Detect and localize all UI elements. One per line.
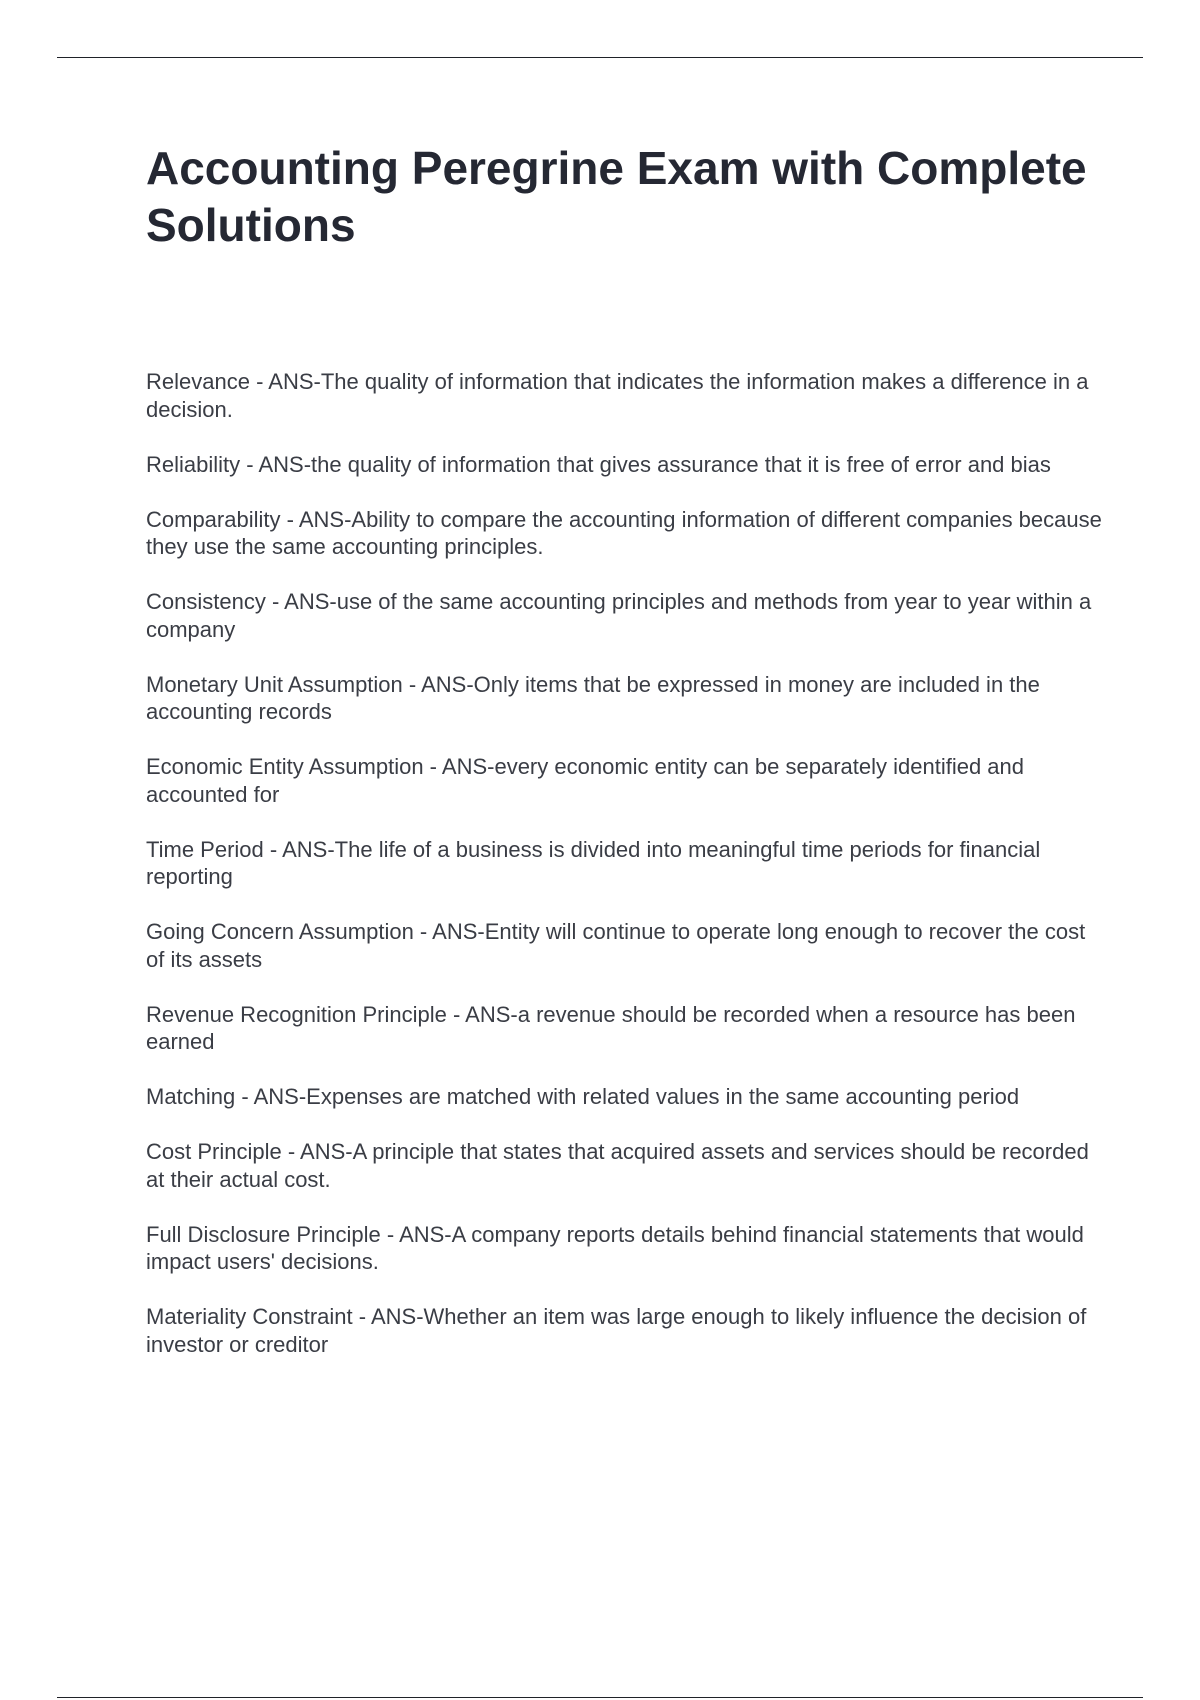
qa-item-economic-entity: Economic Entity Assumption - ANS-every economic entity can be separately identified and accounted for <box>146 754 1025 807</box>
qa-item-consistency: Consistency - ANS-use of the same accounting principles and methods from year to year within a company <box>146 589 1092 642</box>
qa-item-full-disclosure: Full Disclosure Principle - ANS-A company reports details behind financial statements that would impact users' decisions. <box>146 1221 1084 1274</box>
top-divider <box>57 57 1143 58</box>
qa-item-reliability: Reliability - ANS-the quality of information that gives assurance that it is free of error and bias <box>146 451 1051 477</box>
qa-item-revenue-recognition: Revenue Recognition Principle - ANS-a revenue should be recorded when a resource has been earned <box>146 1001 1076 1054</box>
qa-item-going-concern: Going Concern Assumption - ANS-Entity will continue to operate long enough to recover the cost of its assets <box>146 919 1086 972</box>
qa-item-relevance: Relevance - ANS-The quality of information that indicates the information makes a difference in a decision. <box>146 369 1089 422</box>
qa-item-materiality: Materiality Constraint - ANS-Whether an item was large enough to likely influence the decision of investor or creditor <box>146 1304 1087 1357</box>
qa-item-monetary-unit: Monetary Unit Assumption - ANS-Only items that be expressed in money are included in the accounting records <box>146 671 1040 724</box>
qa-item-time-period: Time Period - ANS-The life of a business is divided into meaningful time periods for financial reporting <box>146 836 1041 889</box>
qa-list <box>146 368 1106 1386</box>
qa-item-cost-principle: Cost Principle - ANS-A principle that states that acquired assets and services should be recorded at their actual cost. <box>146 1139 1089 1192</box>
document-title: Accounting Peregrine Exam with Complete Solutions <box>146 142 1087 251</box>
bottom-divider <box>57 1697 1143 1698</box>
qa-item-matching: Matching - ANS-Expenses are matched with related values in the same accounting period <box>146 1084 1020 1109</box>
qa-item-comparability: Comparability - ANS-Ability to compare the accounting information of different companies because they use the same accounting principles. <box>146 506 1102 559</box>
